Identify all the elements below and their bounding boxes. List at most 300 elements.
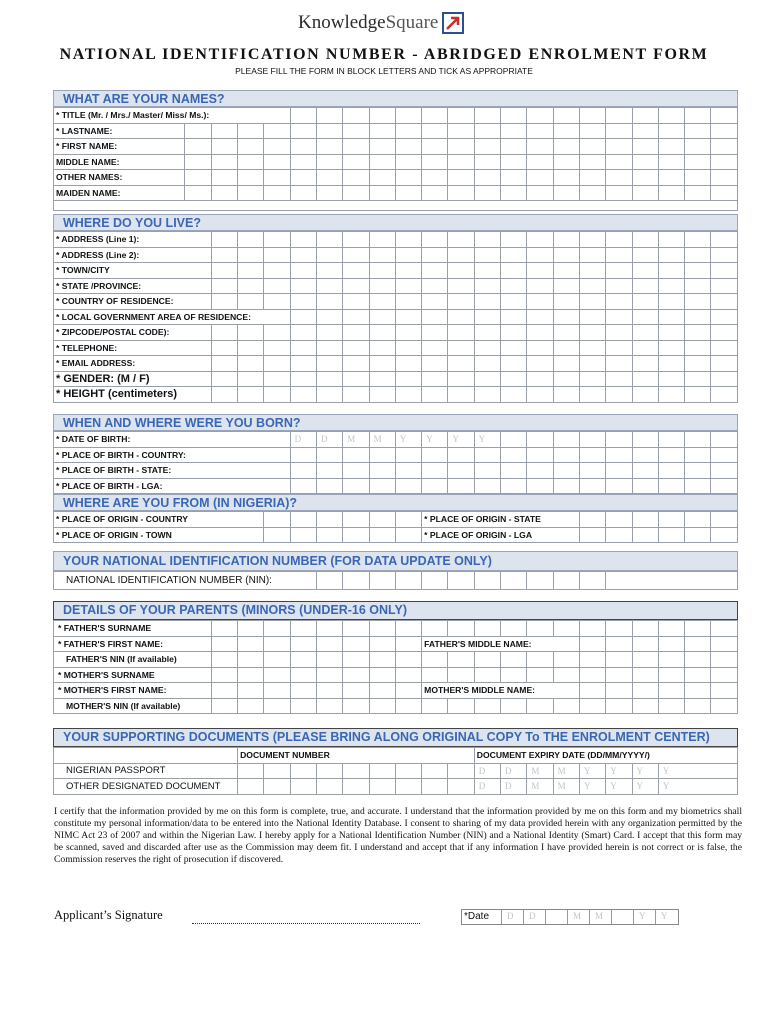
input-cell[interactable] xyxy=(632,263,658,279)
input-cell[interactable] xyxy=(422,170,448,186)
input-cell[interactable] xyxy=(474,698,500,714)
input-cell[interactable] xyxy=(685,185,711,201)
input-cell[interactable] xyxy=(474,294,500,310)
input-cell[interactable] xyxy=(185,123,211,139)
input-cell[interactable] xyxy=(685,683,711,699)
input-cell[interactable] xyxy=(211,325,237,341)
input-cell[interactable] xyxy=(685,463,711,479)
input-cell[interactable] xyxy=(264,621,290,637)
input-cell[interactable] xyxy=(474,356,500,372)
input-cell[interactable] xyxy=(527,432,553,448)
input-cell[interactable] xyxy=(606,463,632,479)
input-cell[interactable] xyxy=(579,432,605,448)
input-cell[interactable] xyxy=(606,478,632,494)
input-cell[interactable] xyxy=(658,371,684,387)
input-cell[interactable]: Y xyxy=(422,432,448,448)
input-cell[interactable] xyxy=(527,447,553,463)
input-cell[interactable] xyxy=(501,139,527,155)
input-cell[interactable] xyxy=(658,309,684,325)
input-cell[interactable] xyxy=(658,154,684,170)
input-cell[interactable] xyxy=(316,185,342,201)
input-cell[interactable] xyxy=(343,294,369,310)
input-cell[interactable] xyxy=(238,621,264,637)
input-cell[interactable] xyxy=(290,478,316,494)
input-cell[interactable] xyxy=(264,139,290,155)
input-cell[interactable] xyxy=(553,185,579,201)
input-cell[interactable] xyxy=(606,636,632,652)
input-cell[interactable] xyxy=(395,170,421,186)
input-cell[interactable] xyxy=(711,232,738,248)
input-cell[interactable] xyxy=(211,232,237,248)
input-cell[interactable] xyxy=(579,621,605,637)
input-cell[interactable] xyxy=(606,232,632,248)
input-cell[interactable] xyxy=(264,636,290,652)
input-cell[interactable] xyxy=(658,356,684,372)
input-cell[interactable] xyxy=(448,667,474,683)
input-cell[interactable] xyxy=(369,652,395,668)
input-cell[interactable] xyxy=(579,463,605,479)
input-cell[interactable] xyxy=(579,139,605,155)
input-cell[interactable] xyxy=(343,683,369,699)
input-cell[interactable] xyxy=(685,667,711,683)
document-number-cell[interactable] xyxy=(448,779,474,795)
input-cell[interactable] xyxy=(290,232,316,248)
input-cell[interactable] xyxy=(632,278,658,294)
input-cell[interactable] xyxy=(290,154,316,170)
input-cell[interactable] xyxy=(395,123,421,139)
document-number-cell[interactable] xyxy=(290,763,316,779)
input-cell[interactable] xyxy=(474,263,500,279)
input-cell[interactable] xyxy=(369,309,395,325)
input-cell[interactable] xyxy=(658,652,684,668)
input-cell[interactable] xyxy=(501,356,527,372)
input-cell[interactable] xyxy=(448,278,474,294)
input-cell[interactable] xyxy=(238,652,264,668)
input-cell[interactable] xyxy=(606,387,632,403)
document-number-cell[interactable] xyxy=(316,779,342,795)
document-number-cell[interactable] xyxy=(238,779,264,795)
input-cell[interactable] xyxy=(211,652,237,668)
input-cell[interactable] xyxy=(658,527,684,543)
input-cell[interactable] xyxy=(211,387,237,403)
input-cell[interactable] xyxy=(448,387,474,403)
date-cell[interactable]: Y xyxy=(634,910,656,924)
input-cell[interactable] xyxy=(448,294,474,310)
input-cell[interactable] xyxy=(343,139,369,155)
expiry-date-cell[interactable]: M xyxy=(527,763,553,779)
input-cell[interactable] xyxy=(553,621,579,637)
input-cell[interactable] xyxy=(685,371,711,387)
document-number-cell[interactable] xyxy=(290,779,316,795)
input-cell[interactable] xyxy=(501,108,527,124)
input-cell[interactable] xyxy=(553,356,579,372)
input-cell[interactable] xyxy=(238,340,264,356)
input-cell[interactable] xyxy=(211,371,237,387)
input-cell[interactable] xyxy=(316,512,342,528)
input-cell[interactable] xyxy=(290,309,316,325)
input-cell[interactable] xyxy=(395,667,421,683)
input-cell[interactable] xyxy=(527,170,553,186)
input-cell[interactable] xyxy=(448,108,474,124)
date-cell[interactable]: Y xyxy=(661,911,668,921)
input-cell[interactable] xyxy=(448,263,474,279)
input-cell[interactable] xyxy=(290,463,316,479)
input-cell[interactable] xyxy=(264,652,290,668)
expiry-date-cell[interactable]: Y xyxy=(632,763,658,779)
input-cell[interactable] xyxy=(316,356,342,372)
input-cell[interactable] xyxy=(395,232,421,248)
input-cell[interactable] xyxy=(632,123,658,139)
input-cell[interactable] xyxy=(553,340,579,356)
input-cell[interactable] xyxy=(711,387,738,403)
input-cell[interactable] xyxy=(527,478,553,494)
input-cell[interactable] xyxy=(632,340,658,356)
input-cell[interactable] xyxy=(606,154,632,170)
input-cell[interactable] xyxy=(395,340,421,356)
input-cell[interactable] xyxy=(264,527,290,543)
input-cell[interactable] xyxy=(632,309,658,325)
document-number-cell[interactable] xyxy=(369,763,395,779)
input-cell[interactable] xyxy=(290,185,316,201)
input-cell[interactable] xyxy=(316,340,342,356)
input-cell[interactable] xyxy=(316,278,342,294)
input-cell[interactable] xyxy=(316,387,342,403)
input-cell[interactable] xyxy=(238,185,264,201)
input-cell[interactable] xyxy=(658,667,684,683)
input-cell[interactable] xyxy=(422,463,448,479)
input-cell[interactable] xyxy=(422,447,448,463)
input-cell[interactable] xyxy=(316,247,342,263)
input-cell[interactable] xyxy=(685,478,711,494)
input-cell[interactable] xyxy=(711,356,738,372)
input-cell[interactable] xyxy=(185,170,211,186)
input-cell[interactable] xyxy=(527,621,553,637)
input-cell[interactable] xyxy=(711,170,738,186)
document-number-cell[interactable] xyxy=(422,779,448,795)
input-cell[interactable] xyxy=(264,170,290,186)
input-cell[interactable] xyxy=(606,278,632,294)
input-cell[interactable] xyxy=(606,356,632,372)
input-cell[interactable] xyxy=(238,325,264,341)
input-cell[interactable] xyxy=(395,263,421,279)
input-cell[interactable] xyxy=(632,463,658,479)
input-cell[interactable] xyxy=(632,108,658,124)
input-cell[interactable] xyxy=(606,170,632,186)
input-cell[interactable] xyxy=(685,247,711,263)
input-cell[interactable] xyxy=(316,652,342,668)
input-cell[interactable] xyxy=(553,139,579,155)
input-cell[interactable] xyxy=(553,652,579,668)
input-cell[interactable] xyxy=(343,278,369,294)
input-cell[interactable] xyxy=(448,154,474,170)
input-cell[interactable] xyxy=(422,387,448,403)
input-cell[interactable] xyxy=(553,432,579,448)
input-cell[interactable] xyxy=(553,123,579,139)
input-cell[interactable] xyxy=(290,667,316,683)
input-cell[interactable] xyxy=(527,325,553,341)
input-cell[interactable] xyxy=(501,478,527,494)
input-cell[interactable] xyxy=(238,123,264,139)
input-cell[interactable] xyxy=(579,325,605,341)
input-cell[interactable] xyxy=(474,463,500,479)
input-cell[interactable] xyxy=(658,123,684,139)
input-cell[interactable] xyxy=(316,309,342,325)
input-cell[interactable] xyxy=(448,698,474,714)
input-cell[interactable] xyxy=(290,447,316,463)
input-cell[interactable] xyxy=(264,683,290,699)
input-cell[interactable] xyxy=(632,698,658,714)
input-cell[interactable] xyxy=(448,247,474,263)
nin-digit-cell[interactable] xyxy=(553,572,579,590)
input-cell[interactable] xyxy=(238,667,264,683)
input-cell[interactable] xyxy=(527,340,553,356)
input-cell[interactable] xyxy=(606,309,632,325)
input-cell[interactable] xyxy=(369,447,395,463)
input-cell[interactable] xyxy=(474,309,500,325)
input-cell[interactable] xyxy=(527,698,553,714)
input-cell[interactable] xyxy=(632,139,658,155)
input-cell[interactable] xyxy=(474,185,500,201)
input-cell[interactable] xyxy=(553,247,579,263)
input-cell[interactable] xyxy=(501,698,527,714)
input-cell[interactable] xyxy=(448,447,474,463)
input-cell[interactable] xyxy=(658,683,684,699)
input-cell[interactable] xyxy=(422,325,448,341)
input-cell[interactable] xyxy=(685,294,711,310)
input-cell[interactable] xyxy=(658,232,684,248)
input-cell[interactable] xyxy=(553,170,579,186)
input-cell[interactable] xyxy=(264,263,290,279)
expiry-date-cell[interactable]: D xyxy=(501,779,527,795)
input-cell[interactable] xyxy=(632,294,658,310)
input-cell[interactable] xyxy=(238,232,264,248)
input-cell[interactable] xyxy=(448,340,474,356)
input-cell[interactable] xyxy=(579,447,605,463)
input-cell[interactable] xyxy=(527,652,553,668)
input-cell[interactable] xyxy=(448,309,474,325)
input-cell[interactable] xyxy=(290,263,316,279)
input-cell[interactable] xyxy=(685,325,711,341)
input-cell[interactable]: Y xyxy=(395,432,421,448)
input-cell[interactable] xyxy=(422,185,448,201)
input-cell[interactable] xyxy=(316,683,342,699)
input-cell[interactable] xyxy=(685,340,711,356)
input-cell[interactable] xyxy=(579,247,605,263)
input-cell[interactable] xyxy=(264,232,290,248)
input-cell[interactable]: Y xyxy=(474,432,500,448)
input-cell[interactable] xyxy=(448,652,474,668)
input-cell[interactable] xyxy=(422,294,448,310)
input-cell[interactable] xyxy=(369,698,395,714)
input-cell[interactable] xyxy=(474,340,500,356)
input-cell[interactable] xyxy=(369,247,395,263)
input-cell[interactable] xyxy=(343,652,369,668)
input-cell[interactable] xyxy=(658,294,684,310)
input-cell[interactable] xyxy=(527,139,553,155)
input-cell[interactable] xyxy=(448,170,474,186)
input-cell[interactable] xyxy=(474,247,500,263)
nin-digit-cell[interactable] xyxy=(395,572,421,590)
date-cell[interactable] xyxy=(612,910,634,924)
input-cell[interactable] xyxy=(579,263,605,279)
input-cell[interactable] xyxy=(448,325,474,341)
input-cell[interactable] xyxy=(211,139,237,155)
input-cell[interactable] xyxy=(395,463,421,479)
input-cell[interactable] xyxy=(501,170,527,186)
input-cell[interactable] xyxy=(369,232,395,248)
input-cell[interactable] xyxy=(632,636,658,652)
input-cell[interactable] xyxy=(369,185,395,201)
input-cell[interactable] xyxy=(501,247,527,263)
input-cell[interactable] xyxy=(290,512,316,528)
input-cell[interactable] xyxy=(685,232,711,248)
input-cell[interactable] xyxy=(711,621,738,637)
input-cell[interactable] xyxy=(579,512,605,528)
input-cell[interactable] xyxy=(422,340,448,356)
input-cell[interactable] xyxy=(369,108,395,124)
input-cell[interactable] xyxy=(553,108,579,124)
input-cell[interactable] xyxy=(579,309,605,325)
input-cell[interactable] xyxy=(238,387,264,403)
input-cell[interactable] xyxy=(658,478,684,494)
input-cell[interactable] xyxy=(343,263,369,279)
input-cell[interactable] xyxy=(711,154,738,170)
input-cell[interactable] xyxy=(290,527,316,543)
input-cell[interactable] xyxy=(422,263,448,279)
input-cell[interactable] xyxy=(422,247,448,263)
input-cell[interactable] xyxy=(685,387,711,403)
input-cell[interactable] xyxy=(211,278,237,294)
input-cell[interactable] xyxy=(527,356,553,372)
expiry-date-cell[interactable]: Y xyxy=(579,779,605,795)
input-cell[interactable] xyxy=(290,139,316,155)
nin-digit-cell[interactable] xyxy=(343,572,369,590)
input-cell[interactable] xyxy=(343,512,369,528)
input-cell[interactable] xyxy=(711,527,738,543)
input-cell[interactable] xyxy=(527,108,553,124)
input-cell[interactable] xyxy=(395,139,421,155)
input-cell[interactable] xyxy=(395,309,421,325)
input-cell[interactable] xyxy=(711,432,738,448)
input-cell[interactable] xyxy=(579,356,605,372)
input-cell[interactable] xyxy=(369,478,395,494)
input-cell[interactable] xyxy=(579,294,605,310)
input-cell[interactable] xyxy=(264,371,290,387)
input-cell[interactable] xyxy=(606,247,632,263)
input-cell[interactable] xyxy=(527,232,553,248)
input-cell[interactable] xyxy=(658,170,684,186)
input-cell[interactable] xyxy=(685,512,711,528)
input-cell[interactable] xyxy=(395,527,421,543)
input-cell[interactable] xyxy=(316,698,342,714)
input-cell[interactable] xyxy=(632,527,658,543)
input-cell[interactable] xyxy=(316,154,342,170)
input-cell[interactable] xyxy=(264,123,290,139)
input-cell[interactable] xyxy=(395,698,421,714)
input-cell[interactable] xyxy=(316,108,342,124)
input-cell[interactable] xyxy=(422,371,448,387)
input-cell[interactable] xyxy=(369,139,395,155)
input-cell[interactable] xyxy=(211,636,237,652)
document-number-cell[interactable] xyxy=(395,779,421,795)
input-cell[interactable] xyxy=(579,667,605,683)
input-cell[interactable] xyxy=(316,123,342,139)
input-cell[interactable] xyxy=(211,185,237,201)
input-cell[interactable] xyxy=(395,294,421,310)
input-cell[interactable] xyxy=(501,340,527,356)
signature-line[interactable] xyxy=(192,912,420,924)
input-cell[interactable]: M xyxy=(369,432,395,448)
input-cell[interactable] xyxy=(369,263,395,279)
input-cell[interactable] xyxy=(316,463,342,479)
document-number-cell[interactable] xyxy=(343,779,369,795)
document-number-cell[interactable] xyxy=(369,779,395,795)
input-cell[interactable] xyxy=(474,387,500,403)
input-cell[interactable] xyxy=(553,387,579,403)
input-cell[interactable] xyxy=(422,621,448,637)
input-cell[interactable] xyxy=(579,683,605,699)
input-cell[interactable] xyxy=(343,185,369,201)
input-cell[interactable] xyxy=(501,232,527,248)
input-cell[interactable] xyxy=(658,636,684,652)
input-cell[interactable] xyxy=(606,340,632,356)
input-cell[interactable] xyxy=(395,356,421,372)
input-cell[interactable] xyxy=(527,387,553,403)
input-cell[interactable] xyxy=(579,527,605,543)
input-cell[interactable] xyxy=(211,340,237,356)
input-cell[interactable] xyxy=(606,139,632,155)
input-cell[interactable] xyxy=(711,108,738,124)
input-cell[interactable] xyxy=(369,170,395,186)
input-cell[interactable] xyxy=(632,154,658,170)
input-cell[interactable] xyxy=(422,356,448,372)
input-cell[interactable] xyxy=(343,170,369,186)
input-cell[interactable] xyxy=(553,278,579,294)
input-cell[interactable] xyxy=(711,325,738,341)
input-cell[interactable] xyxy=(501,263,527,279)
expiry-date-cell[interactable]: Y xyxy=(579,763,605,779)
document-number-cell[interactable] xyxy=(343,763,369,779)
date-cell[interactable]: M xyxy=(568,910,590,924)
input-cell[interactable] xyxy=(527,263,553,279)
input-cell[interactable] xyxy=(238,263,264,279)
input-cell[interactable] xyxy=(658,621,684,637)
input-cell[interactable] xyxy=(527,371,553,387)
input-cell[interactable] xyxy=(395,636,421,652)
input-cell[interactable] xyxy=(685,278,711,294)
input-cell[interactable] xyxy=(395,652,421,668)
input-cell[interactable] xyxy=(474,325,500,341)
input-cell[interactable] xyxy=(579,636,605,652)
input-cell[interactable] xyxy=(711,309,738,325)
input-cell[interactable] xyxy=(290,170,316,186)
input-cell[interactable] xyxy=(290,621,316,637)
nin-digit-cell[interactable] xyxy=(448,572,474,590)
input-cell[interactable] xyxy=(369,667,395,683)
expiry-date-cell[interactable]: M xyxy=(527,779,553,795)
input-cell[interactable] xyxy=(395,247,421,263)
input-cell[interactable] xyxy=(501,371,527,387)
input-cell[interactable] xyxy=(553,232,579,248)
input-cell[interactable] xyxy=(395,325,421,341)
input-cell[interactable] xyxy=(343,340,369,356)
input-cell[interactable] xyxy=(553,154,579,170)
input-cell[interactable] xyxy=(395,278,421,294)
input-cell[interactable] xyxy=(685,309,711,325)
expiry-date-cell[interactable]: D xyxy=(501,763,527,779)
input-cell[interactable] xyxy=(448,463,474,479)
input-cell[interactable] xyxy=(185,185,211,201)
